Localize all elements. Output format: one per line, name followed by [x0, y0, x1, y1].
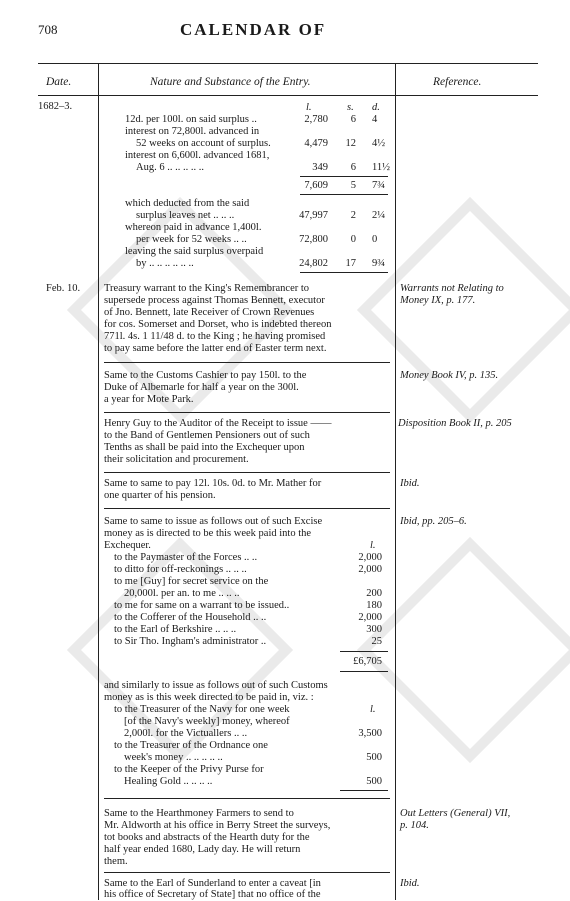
column-header-date: Date.: [46, 76, 72, 88]
reference-line: Ibid.: [400, 478, 420, 489]
amount-l: 349: [312, 162, 328, 173]
column-divider: [395, 63, 396, 900]
amount-d: 0: [372, 234, 378, 245]
payment-item: week's money .. .. .. .. ..: [124, 752, 223, 763]
total-s: 5: [350, 180, 356, 191]
amount-s: 6: [350, 162, 356, 173]
amount-d: 9¾: [372, 258, 386, 269]
reference-line: p. 104.: [400, 820, 429, 831]
total-l: 7,609: [304, 180, 328, 191]
reference-line: Warrants not Relating to: [400, 283, 504, 294]
account-line: leaving the said surplus overpaid: [125, 246, 264, 257]
entry-text-line: supersede process against Thomas Bennett, executor: [104, 295, 325, 306]
amount-d: 11½: [372, 162, 390, 173]
entry-text-line: for cos. Somerset and Dorset, who is indebted thereon: [104, 319, 332, 330]
amount-l: 24,802: [299, 258, 328, 269]
amount-s: 2: [350, 210, 356, 221]
sum-rule: [300, 176, 388, 177]
payment-amount: 2,000: [358, 552, 382, 563]
column-header-nature: Nature and Substance of the Entry.: [150, 76, 311, 88]
payment-item: Healing Gold .. .. .. ..: [124, 776, 213, 787]
unit-s: s.: [347, 102, 354, 113]
payment-item: [of the Navy's weekly] money, whereof: [124, 716, 290, 727]
amount-s: 12: [345, 138, 356, 149]
entry-text-line: Tenths as shall be paid into the Exchequer upon: [104, 442, 305, 453]
sum-rule: [300, 272, 388, 273]
column-header-reference: Reference.: [433, 76, 482, 88]
entry-text-line: tot books and abstracts of the Hearth duty for the: [104, 832, 310, 843]
reference-line: Money IX, p. 177.: [400, 295, 476, 306]
entry-text-line: Duke of Albemarle for half a year on the 300l.: [104, 382, 299, 393]
unit-l: l.: [370, 540, 376, 551]
account-line: surplus leaves net .. .. ..: [136, 210, 235, 221]
payment-item: to me for same on a warrant to be issued..: [114, 600, 290, 611]
sum-rule: [340, 651, 388, 652]
entry-separator: [104, 872, 390, 873]
unit-l: l.: [306, 102, 312, 113]
payment-item: to the Cofferer of the Household .. ..: [114, 612, 267, 623]
amount-s: 0: [350, 234, 356, 245]
sum-rule: [300, 194, 388, 195]
payment-amount: 180: [366, 600, 382, 611]
amount-l: 72,800: [299, 234, 328, 245]
unit-d: d.: [372, 102, 380, 113]
entry-text-line: Treasury warrant to the King's Remembrancer to: [104, 283, 310, 294]
sum-rule: [340, 790, 388, 791]
entry-text-line: Same to the Earl of Sunderland to enter a caveat [in: [104, 878, 321, 889]
entry-text-line: Exchequer.: [104, 540, 151, 551]
reference-line: Ibid.: [400, 878, 420, 889]
payment-item: to the Keeper of the Privy Purse for: [114, 764, 264, 775]
account-line: interest on 6,600l. advanced 1681,: [125, 150, 270, 161]
entry-text-line: half year ended 1680, Lady day. He will return: [104, 844, 301, 855]
entry-separator: [104, 508, 390, 509]
entry-text-line: Henry Guy to the Auditor of the Receipt to issue ——: [104, 418, 332, 429]
header-rule: [38, 95, 538, 96]
amount-s: 17: [345, 258, 356, 269]
amount-l: 47,997: [299, 210, 328, 221]
entry-text-line: them.: [104, 856, 128, 867]
payment-amount: 3,500: [358, 728, 382, 739]
payment-total: £6,705: [353, 656, 382, 667]
payment-item: to Sir Tho. Ingham's administrator ..: [114, 636, 267, 647]
entry-text-line: their solicitation and procurement.: [104, 454, 249, 465]
payment-item: to the Earl of Berkshire .. .. ..: [114, 624, 237, 635]
payment-item: to ditto for off-reckonings .. .. ..: [114, 564, 247, 575]
total-d: 7¾: [372, 180, 386, 191]
amount-d: 4½: [372, 138, 386, 149]
watermark-logo: [360, 520, 560, 770]
account-line: interest on 72,800l. advanced in: [125, 126, 260, 137]
entry-separator: [104, 412, 390, 413]
entry-text-line: and similarly to issue as follows out of such Customs: [104, 680, 328, 691]
account-line: by .. .. .. .. .. ..: [136, 258, 194, 269]
sum-rule: [340, 671, 388, 672]
running-head: CALENDAR OF: [180, 20, 327, 39]
entry-text-line: of Jno. Bennett, late Receiver of Crown Revenues: [104, 307, 315, 318]
reference-line: Out Letters (General) VII,: [400, 808, 511, 819]
entry-text-line: Mr. Aldworth at his office in Berry Street the surveys,: [104, 820, 331, 831]
entry-text-line: a year for Mote Park.: [104, 394, 194, 405]
payment-item: 2,000l. for the Victuallers .. ..: [124, 728, 248, 739]
entry-date: Feb. 10.: [46, 283, 81, 294]
reference-line: Ibid, pp. 205–6.: [400, 516, 467, 527]
entry-text-line: Same to the Hearthmoney Farmers to send to: [104, 808, 294, 819]
account-line: which deducted from the said: [125, 198, 250, 209]
payment-item: 20,000l. per an. to me .. .. ..: [124, 588, 240, 599]
account-line: Aug. 6 .. .. .. .. ..: [136, 162, 204, 173]
account-line: 12d. per 100l. on said surplus ..: [125, 114, 257, 125]
payment-item: to the Treasurer of the Navy for one week: [114, 704, 290, 715]
entry-date: 1682–3.: [38, 101, 73, 112]
reference-line: Money Book IV, p. 135.: [400, 370, 499, 381]
entry-text-line: one quarter of his pension.: [104, 490, 216, 501]
entry-text-line: to pay same before the latter end of Easter term next.: [104, 343, 327, 354]
reference-line: Disposition Book II, p. 205: [398, 418, 512, 429]
entry-text-line: Same to same to issue as follows out of such Excise: [104, 516, 323, 527]
payment-amount: 500: [366, 752, 382, 763]
account-line: whereon paid in advance 1,400l.: [125, 222, 262, 233]
payment-item: to me [Guy] for secret service on the: [114, 576, 269, 587]
account-line: per week for 52 weeks .. ..: [136, 234, 247, 245]
payment-amount: 2,000: [358, 612, 382, 623]
payment-amount: 200: [366, 588, 382, 599]
account-line: 52 weeks on account of surplus.: [136, 138, 271, 149]
payment-amount: 300: [366, 624, 382, 635]
entry-text-line: 771l. 4s. 1 11/48 d. to the King ; he having promised: [104, 331, 326, 342]
entry-text-line: money as is directed to be this week paid into the: [104, 528, 312, 539]
unit-l: l.: [370, 704, 376, 715]
entry-separator: [104, 362, 390, 363]
entry-text-line: money as is this week directed to be paid in, viz. :: [104, 692, 314, 703]
amount-l: 2,780: [304, 114, 328, 125]
payment-item: to the Paymaster of the Forces .. ..: [114, 552, 258, 563]
amount-l: 4,479: [304, 138, 328, 149]
amount-d: 4: [372, 114, 378, 125]
payment-amount: 2,000: [358, 564, 382, 575]
column-divider: [98, 63, 99, 900]
page-number: 708: [38, 22, 58, 37]
entry-separator: [104, 472, 390, 473]
entry-text-line: his office of Secretary of State] that no office of the: [104, 889, 321, 900]
table-top-rule: [38, 63, 538, 64]
entry-text-line: to the Band of Gentlemen Pensioners out of such: [104, 430, 310, 441]
entry-separator: [104, 798, 390, 799]
payment-item: to the Treasurer of the Ordnance one: [114, 740, 268, 751]
amount-s: 6: [350, 114, 356, 125]
entry-text-line: Same to same to pay 12l. 10s. 0d. to Mr. Mather for: [104, 478, 322, 489]
amount-d: 2¼: [372, 210, 386, 221]
entry-text-line: Same to the Customs Cashier to pay 150l. to the: [104, 370, 307, 381]
payment-amount: 500: [366, 776, 382, 787]
payment-amount: 25: [371, 636, 382, 647]
